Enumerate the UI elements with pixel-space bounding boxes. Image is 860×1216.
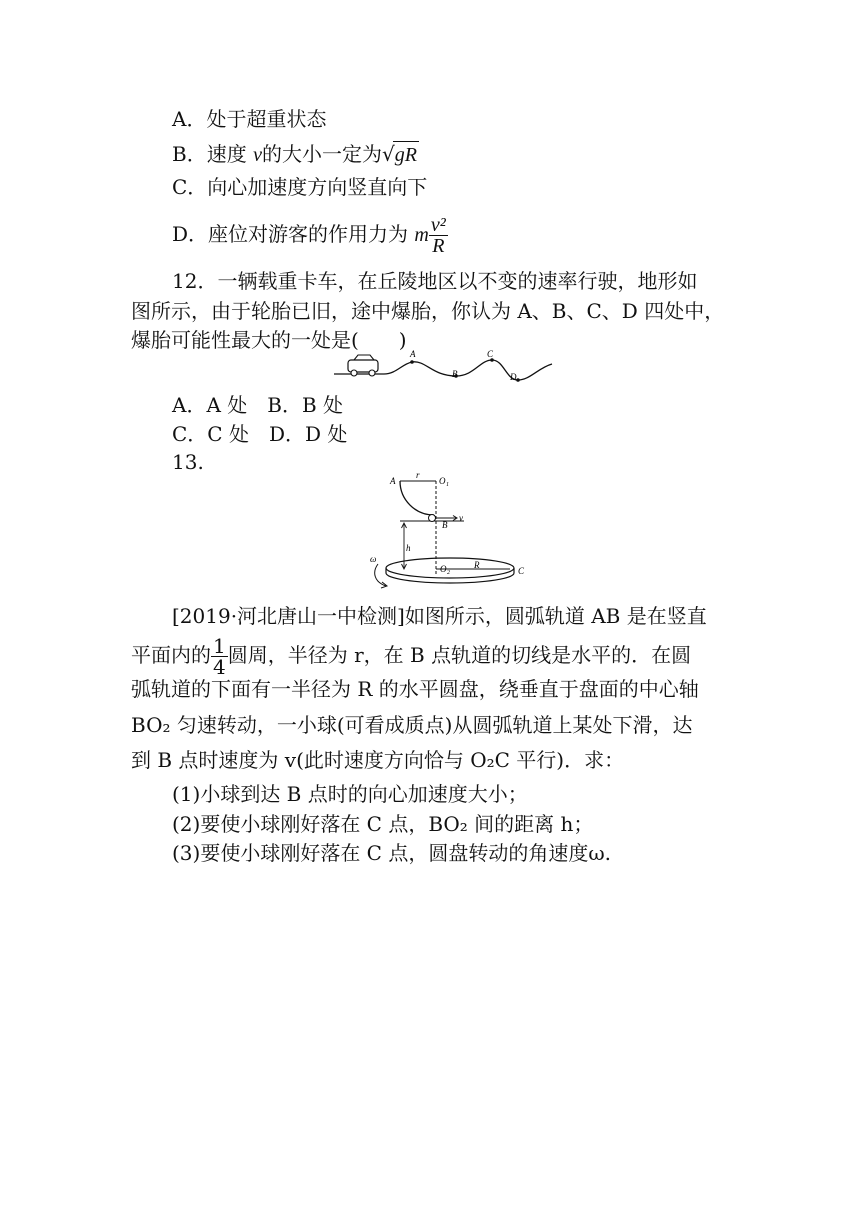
q13-subquestion-3: (3)要使小球刚好落在 C 点，圆盘转动的角速度ω.	[172, 841, 612, 865]
label-d: D	[510, 372, 517, 382]
fraction-denominator: 4	[213, 655, 226, 679]
disc-track-figure	[364, 468, 536, 592]
label-o1-sub: 1	[446, 482, 449, 488]
ball	[429, 515, 436, 522]
q11-option-d-fraction	[429, 215, 448, 256]
truck-icon	[348, 355, 378, 376]
label-c: C	[487, 349, 494, 359]
label-b: B	[442, 520, 448, 530]
q13-text-line-5: 到 B 点时速度为 v(此时速度方向恰与 O₂C 平行)．求：	[131, 748, 625, 772]
point-d-dot	[516, 378, 520, 382]
q11-option-b-mid: 的大小一定为	[261, 142, 382, 166]
point-a-dot	[410, 360, 414, 364]
disc-top	[386, 558, 514, 578]
label-v: v	[459, 513, 463, 523]
quarter-fraction	[211, 636, 228, 677]
q11-option-b-sqrt: gR	[393, 141, 419, 168]
q12-options-row-1	[172, 392, 343, 418]
q13-subquestion-1: (1)小球到达 B 点时的向心加速度大小；	[172, 782, 528, 806]
sqrt-sign: √	[381, 142, 395, 166]
q12-option-c: C．C 处	[172, 422, 249, 446]
fraction-numerator: 1	[213, 634, 226, 658]
terrain-figure	[334, 346, 558, 392]
q13-text-line-3: 弧轨道的下面有一半径为 R 的水平圆盘，绕垂直于盘面的中心轴	[131, 677, 699, 701]
label-c: C	[518, 566, 525, 576]
q13-text-line-1: [2019·河北唐山一中检测]如图所示，圆弧轨道 AB 是在竖直	[172, 604, 707, 628]
label-o2: O	[440, 564, 447, 574]
q11-option-d-m: m	[414, 224, 429, 246]
q12-options-row-2	[172, 421, 347, 447]
q12-line-3: 爆胎可能性最大的一处是( )	[131, 328, 407, 352]
label-o2-sub: 2	[447, 570, 450, 576]
label-r-big: R	[474, 560, 480, 570]
q12-line-1: 12．一辆载重卡车，在丘陵地区以不变的速率行驶，地形如	[172, 269, 698, 293]
q11-option-b-prefix: B．速度	[172, 142, 247, 166]
label-a: A	[390, 476, 396, 486]
terrain-curve	[384, 360, 552, 380]
q11-option-a: A．处于超重状态	[172, 107, 327, 131]
q13-subquestion-2: (2)要使小球刚好落在 C 点，BO₂ 间的距离 h；	[172, 812, 594, 836]
label-b: B	[452, 369, 458, 379]
q11-option-b	[172, 141, 419, 168]
q13-number: 13.	[172, 450, 204, 474]
label-h: h	[406, 543, 411, 553]
q11-option-d-prefix: D．座位对游客的作用力为	[172, 222, 409, 246]
q11-option-d	[172, 214, 448, 256]
label-r: r	[416, 470, 420, 480]
fraction-numerator: v²	[430, 214, 446, 236]
label-a: A	[410, 349, 416, 359]
q12-option-d: D．D 处	[268, 422, 348, 446]
label-o1: O	[439, 476, 446, 486]
q11-option-b-var: v	[253, 144, 262, 166]
q13-text-line-2	[131, 632, 691, 678]
q12-line-2: 图所示，由于轮胎已旧，途中爆胎，你认为 A、B、C、D 四处中，	[131, 299, 725, 323]
arc-track	[400, 481, 434, 515]
fraction-denominator: R	[429, 235, 448, 256]
q11-option-c: C．向心加速度方向竖直向下	[172, 175, 428, 199]
rotation-arrow	[375, 564, 386, 586]
q12-option-a: A．A 处	[172, 393, 248, 417]
q13-text-line-4: BO₂ 匀速转动，一小球(可看成质点)从圆弧轨道上某处下滑，达	[131, 713, 693, 737]
q13-line-2-prefix: 平面内的	[131, 643, 211, 667]
q12-option-b: B．B 处	[267, 393, 344, 417]
label-omega: ω	[370, 554, 377, 564]
q13-line-2-suffix: 圆周，半径为 r，在 B 点轨道的切线是水平的．在圆	[227, 643, 692, 667]
